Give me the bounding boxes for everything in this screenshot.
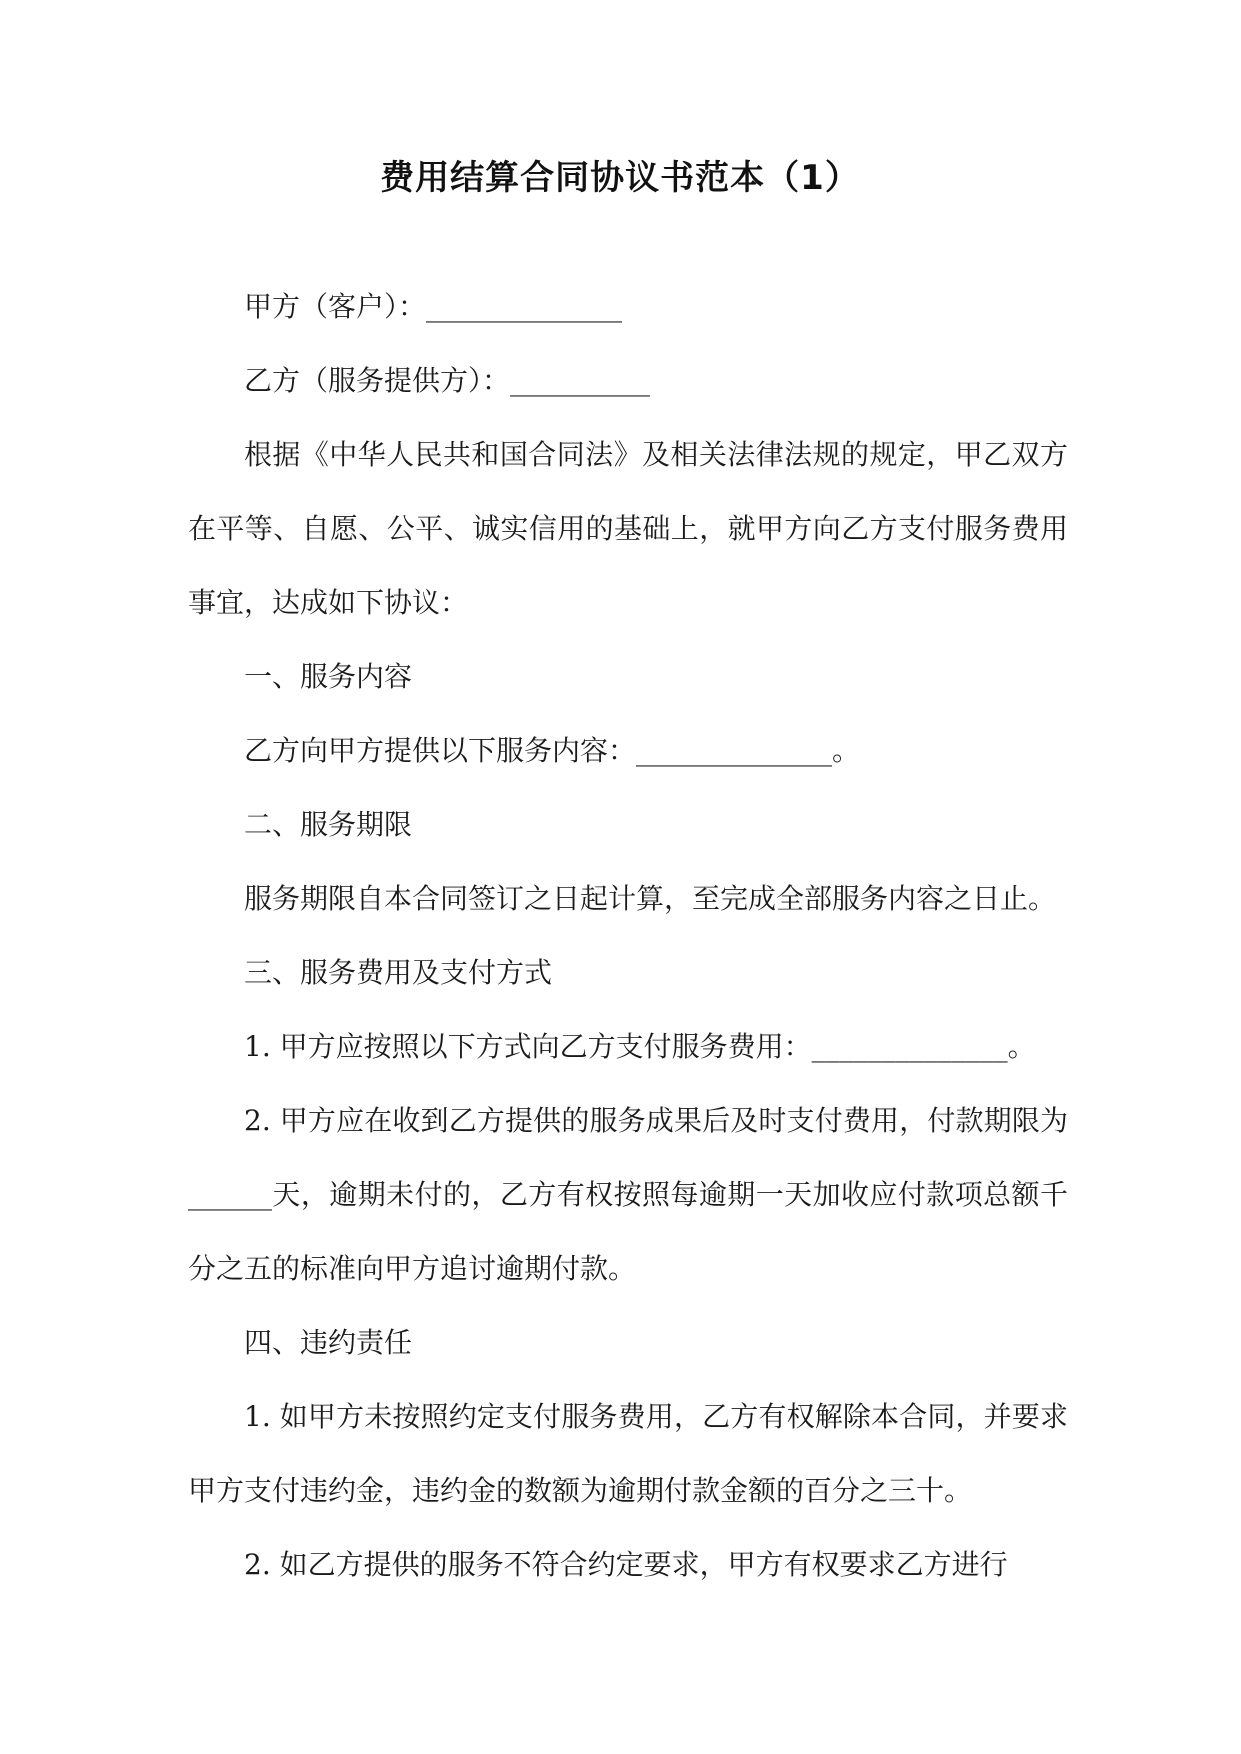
document-title: 费用结算合同协议书范本（1） xyxy=(380,158,860,198)
liability-clause-1: 1. 如甲方未按照约定支付服务费用，乙方有权解除本合同，并要求甲方支付违约金，违约金的数额为逾期付款金额的百分之三十。 xyxy=(188,1400,1068,1507)
section-heading-2: 二、服务期限 xyxy=(244,808,413,841)
section-heading-3: 三、服务费用及支付方式 xyxy=(244,956,553,989)
payment-clause-1: 1. 甲方应按照以下方式向乙方支付服务费用：______________。 xyxy=(244,1030,1036,1063)
party-b-line: 乙方（服务提供方）：__________ xyxy=(244,364,651,397)
section-heading-1: 一、服务内容 xyxy=(244,660,413,693)
payment-clause-2: 2. 甲方应在收到乙方提供的服务成果后及时支付费用，付款期限为______天，逾期未付的，乙方有权按照每逾期一天加收应付款项总额千分之五的标准向甲方追讨逾期付款。 xyxy=(188,1104,1068,1285)
service-term-paragraph: 服务期限自本合同签订之日起计算，至完成全部服务内容之日止。 xyxy=(244,882,1057,915)
party-a-line: 甲方（客户）：______________ xyxy=(244,290,623,323)
service-content-paragraph: 乙方向甲方提供以下服务内容：______________。 xyxy=(244,734,861,767)
liability-clause-2: 2. 如乙方提供的服务不符合约定要求，甲方有权要求乙方进行 xyxy=(244,1548,1008,1581)
preamble-paragraph: 根据《中华人民共和国合同法》及相关法律法规的规定，甲乙双方在平等、自愿、公平、诚实信用的基础上，就甲方向乙方支付服务费用事宜，达成如下协议： xyxy=(188,438,1068,619)
document-body xyxy=(188,270,1068,1602)
section-heading-4: 四、违约责任 xyxy=(244,1326,413,1359)
